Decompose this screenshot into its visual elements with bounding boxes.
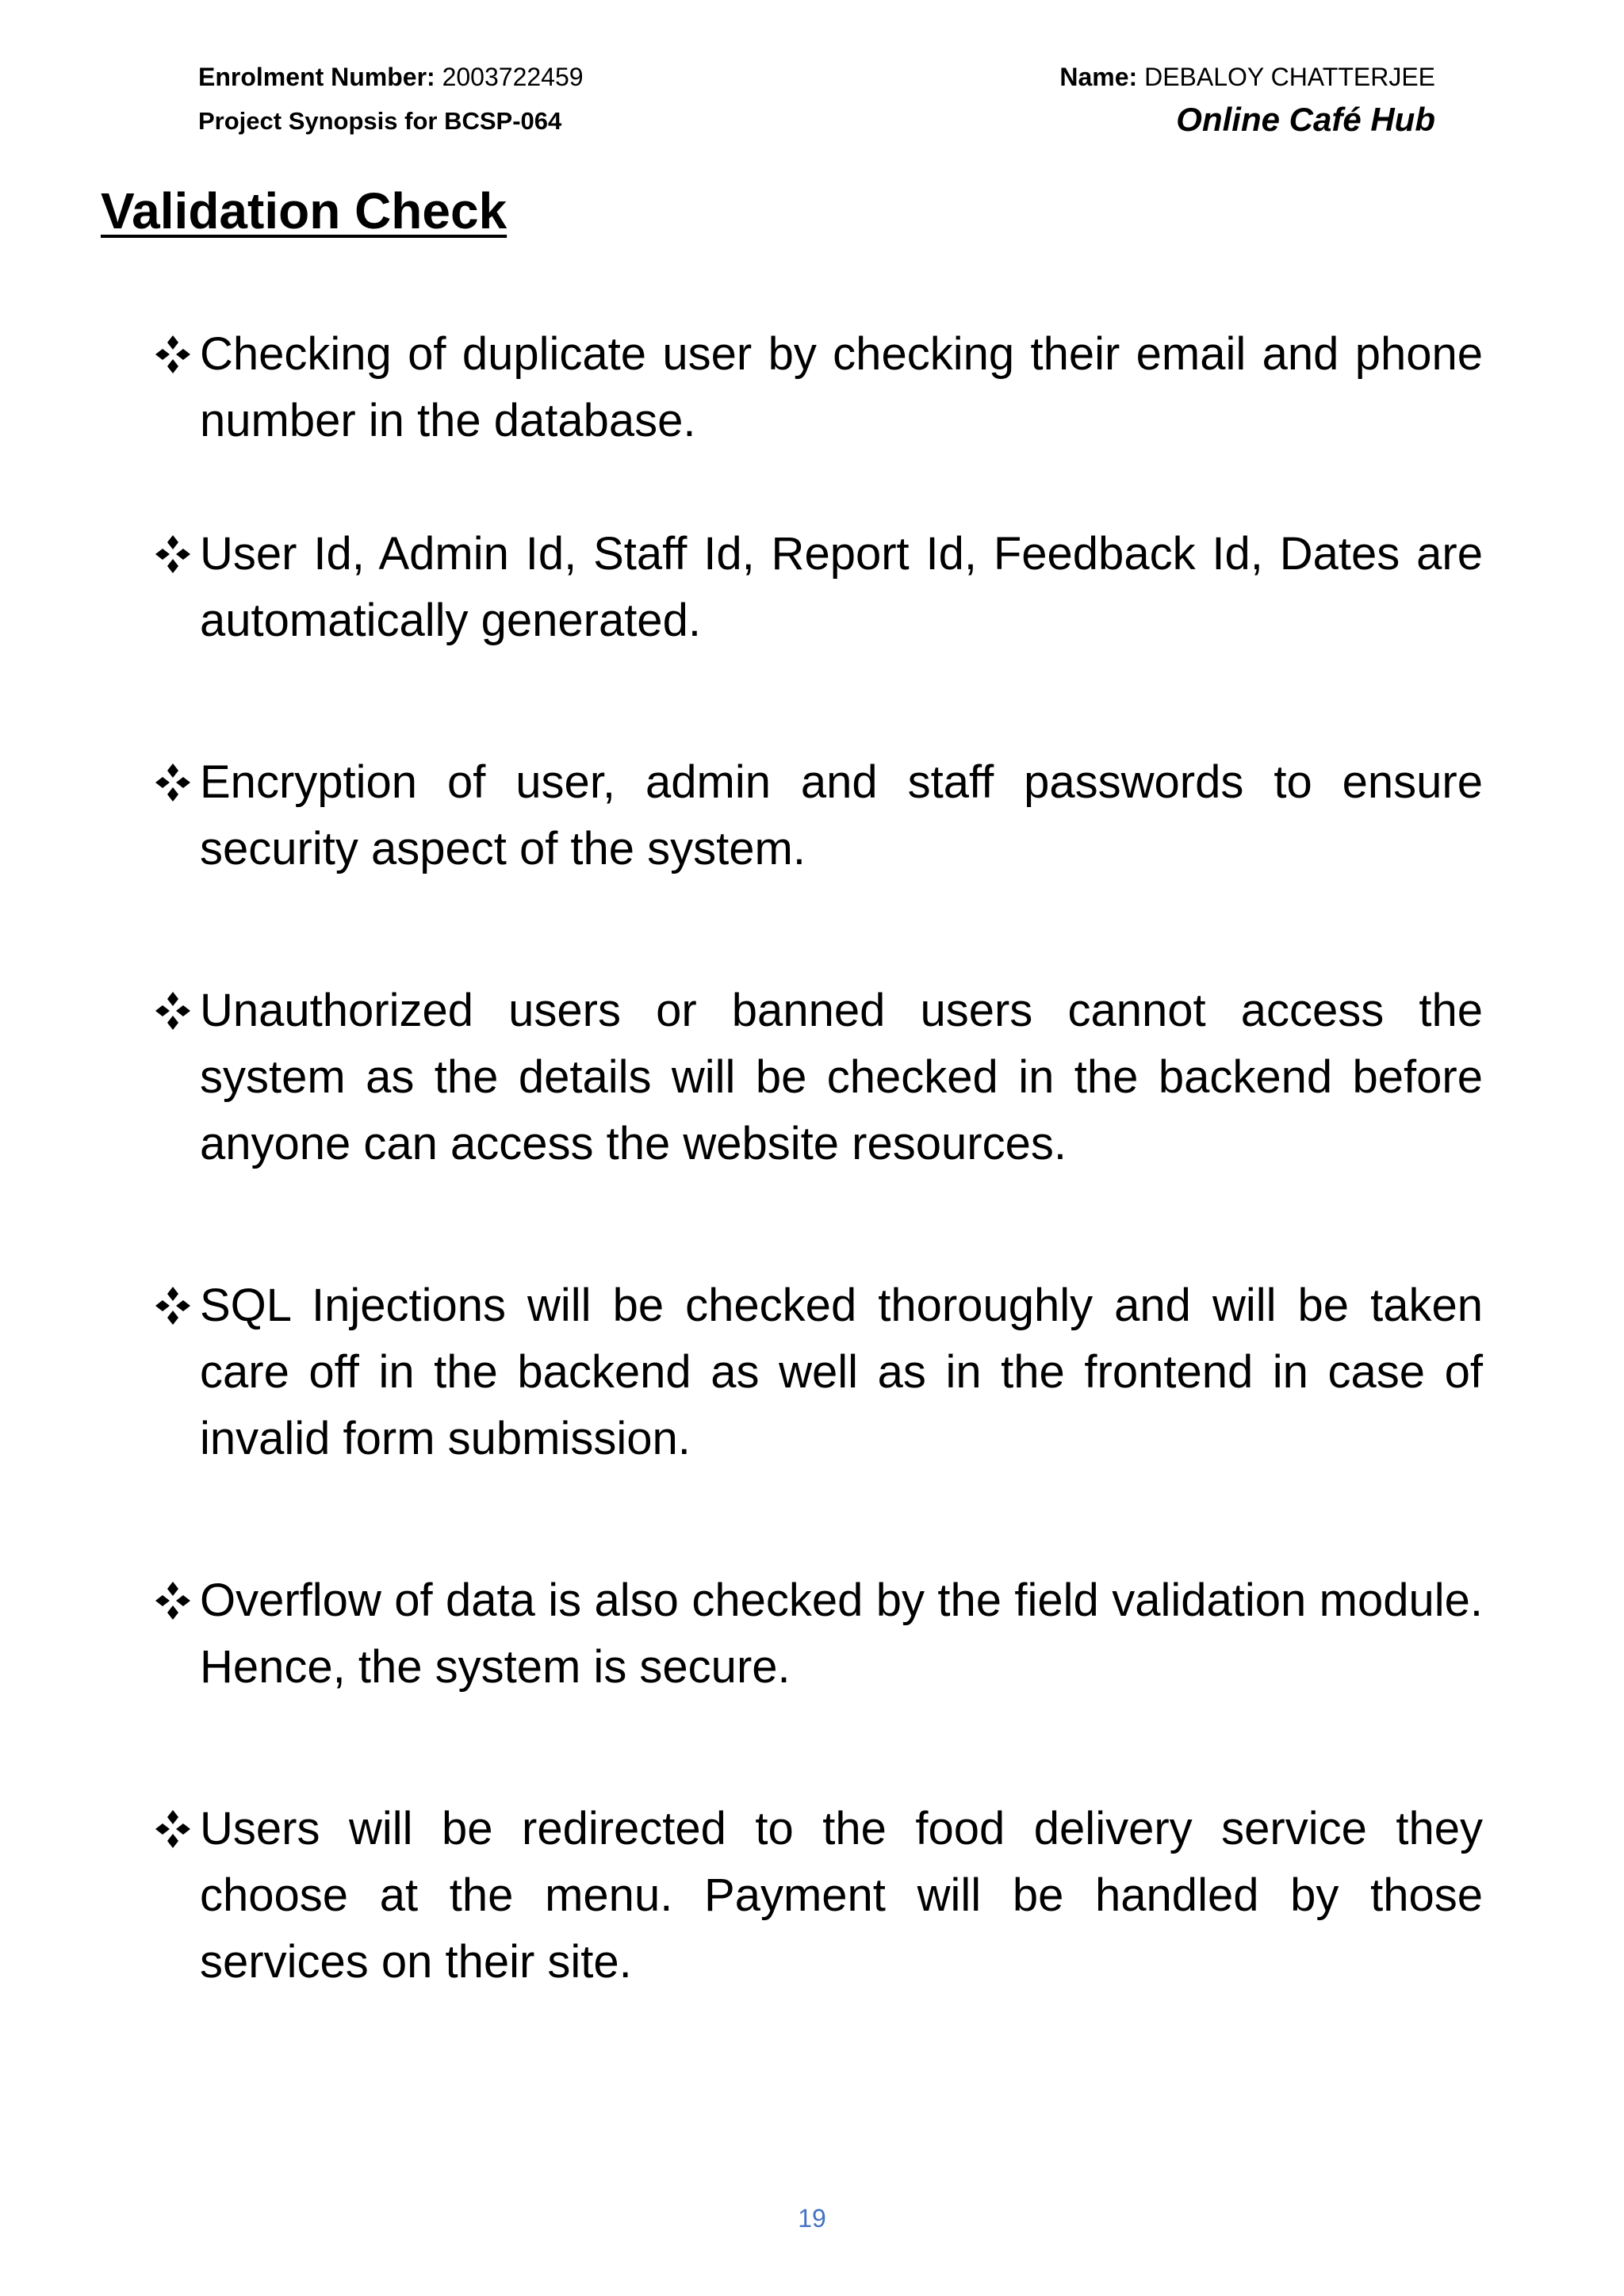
four-diamond-bullet-icon xyxy=(151,989,195,1033)
list-item-text: SQL Injections will be checked thoroughly and will be taken care off in the backend as well as in the frontend in case of invalid form submission. xyxy=(200,1280,1483,1464)
four-diamond-bullet-icon xyxy=(151,1807,195,1851)
page-title: Validation Check xyxy=(101,182,508,239)
list-item-text: Unauthorized users or banned users cannot access the system as the details will be checked in the backend before anyone can access the website resources. xyxy=(200,985,1483,1169)
list-item xyxy=(151,978,1483,1177)
project-title: Online Café Hub xyxy=(1176,101,1435,138)
name-value: DEBALOY CHATTERJEE xyxy=(1144,63,1435,91)
student-name xyxy=(1059,61,1435,93)
enrolment-number xyxy=(198,61,584,93)
list-item xyxy=(151,1272,1483,1472)
list-item-text: User Id, Admin Id, Staff Id, Report Id, Feedback Id, Dates are automatically generated. xyxy=(200,528,1483,646)
list-item xyxy=(151,1796,1483,1996)
name-label: Name: xyxy=(1059,63,1138,91)
enrolment-label: Enrolment Number: xyxy=(198,63,435,91)
list-item xyxy=(151,521,1483,654)
four-diamond-bullet-icon xyxy=(151,1284,195,1328)
list-item xyxy=(151,321,1483,454)
four-diamond-bullet-icon xyxy=(151,332,195,377)
list-item-text: Checking of duplicate user by checking their email and phone number in the database. xyxy=(200,328,1483,446)
four-diamond-bullet-icon xyxy=(151,760,195,805)
page-number: 19 xyxy=(798,2204,826,2233)
list-item xyxy=(151,1567,1483,1701)
project-synopsis-label: Project Synopsis for BCSP-064 xyxy=(198,107,562,135)
four-diamond-bullet-icon xyxy=(151,1578,195,1623)
list-item-text: Users will be redirected to the food delivery service they choose at the menu. Payment will be handled by those services on their site. xyxy=(200,1803,1483,1988)
enrolment-value: 2003722459 xyxy=(442,63,584,91)
list-item-text: Overflow of data is also checked by the field validation module. Hence, the system is secure. xyxy=(200,1575,1483,1693)
validation-list xyxy=(151,321,1483,1996)
list-item-text: Encryption of user, admin and staff passwords to ensure security aspect of the system. xyxy=(200,756,1483,874)
four-diamond-bullet-icon xyxy=(151,532,195,576)
list-item xyxy=(151,749,1483,882)
